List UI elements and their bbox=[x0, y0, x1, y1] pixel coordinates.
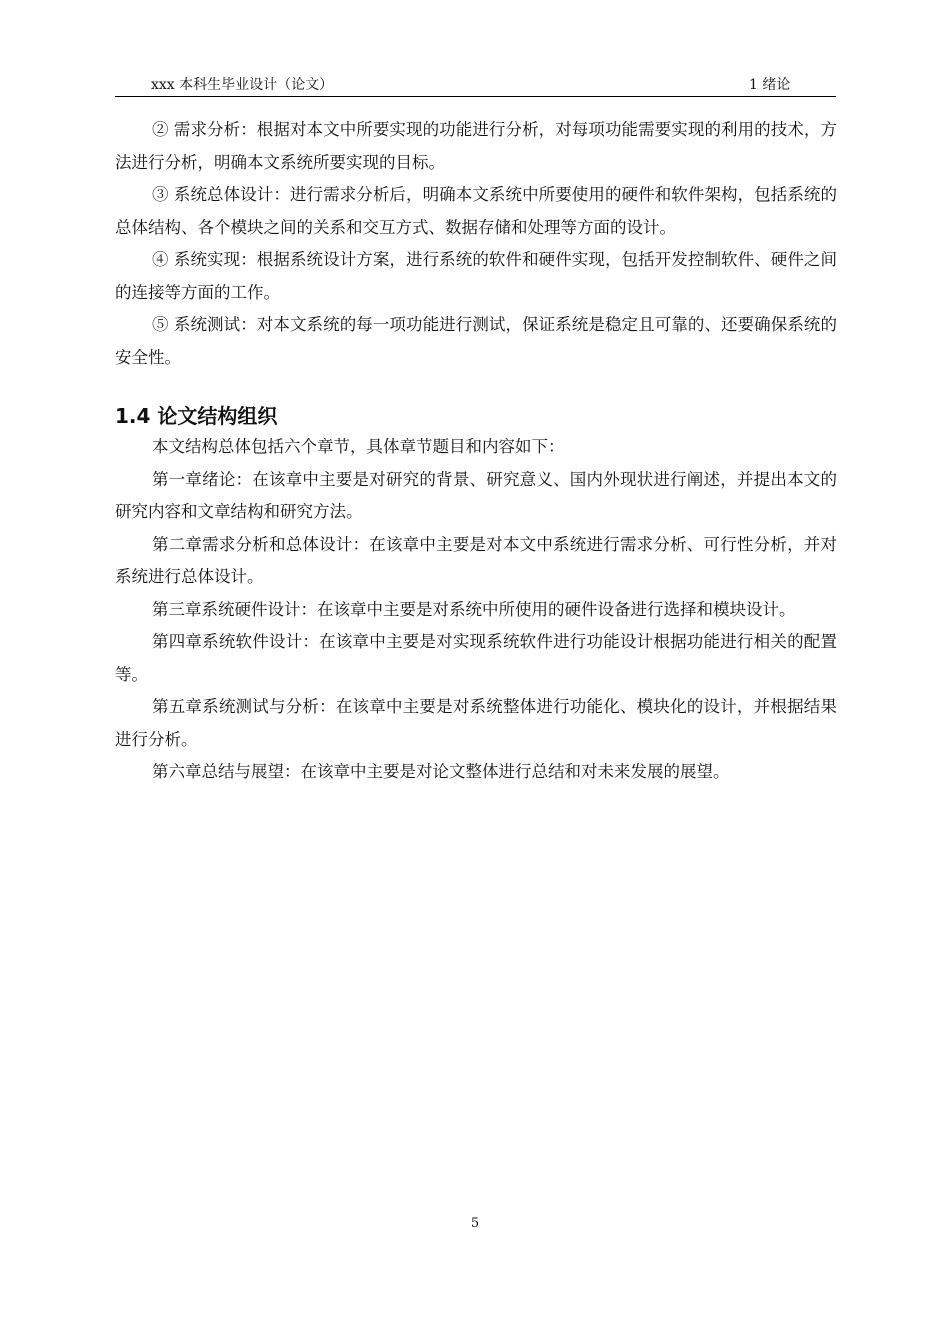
page-number: 5 bbox=[470, 1216, 480, 1231]
paragraph-chapter-2: 第二章需求分析和总体设计：在该章中主要是对本文中系统进行需求分析、可行性分析，并对系统进行总体设计。 bbox=[115, 534, 837, 586]
paragraph-structure-intro: 本文结构总体包括六个章节，具体章节题目和内容如下： bbox=[152, 437, 565, 456]
paragraph-chapter-5: 第五章系统测试与分析：在该章中主要是对系统整体进行功能化、模块化的设计，并根据结果进行分析。 bbox=[115, 697, 837, 749]
header-thesis-title: xxx 本科生毕业设计（论文） bbox=[151, 77, 334, 93]
paragraph-overall-design: ③ 系统总体设计：进行需求分析后，明确本文系统中所要使用的硬件和软件架构，包括系统的总体结构、各个模块之间的关系和交互方式、数据存储和处理等方面的设计。 bbox=[115, 185, 837, 237]
paragraph-implementation: ④ 系统实现：根据系统设计方案，进行系统的软件和硬件实现，包括开发控制软件、硬件之间的连接等方面的工作。 bbox=[115, 250, 837, 302]
section-heading: 1.4 论文结构组织 bbox=[115, 404, 278, 428]
paragraph-requirements-analysis: ② 需求分析：根据对本文中所要实现的功能进行分析，对每项功能需要实现的利用的技术，方法进行分析，明确本文系统所要实现的目标。 bbox=[115, 120, 837, 172]
paragraph-testing: ⑤ 系统测试：对本文系统的每一项功能进行测试，保证系统是稳定且可靠的、还要确保系统的安全性。 bbox=[115, 315, 837, 367]
paragraph-chapter-3: 第三章系统硬件设计：在该章中主要是对系统中所使用的硬件设备进行选择和模块设计。 bbox=[152, 599, 796, 619]
paragraph-chapter-6: 第六章总结与展望：在该章中主要是对论文整体进行总结和对未来发展的展望。 bbox=[152, 762, 730, 781]
paragraph-chapter-4: 第四章系统软件设计：在该章中主要是对实现系统软件进行功能设计根据功能进行相关的配置等。 bbox=[115, 632, 837, 684]
page-body bbox=[115, 114, 837, 789]
paragraph-chapter-1: 第一章绪论：在该章中主要是对研究的背景、研究意义、国内外现状进行阐述，并提出本文的研究内容和文章结构和研究方法。 bbox=[115, 469, 837, 521]
page-header bbox=[115, 76, 836, 97]
section-spacer bbox=[115, 374, 837, 401]
header-chapter-title: 1 绪论 bbox=[749, 77, 791, 93]
